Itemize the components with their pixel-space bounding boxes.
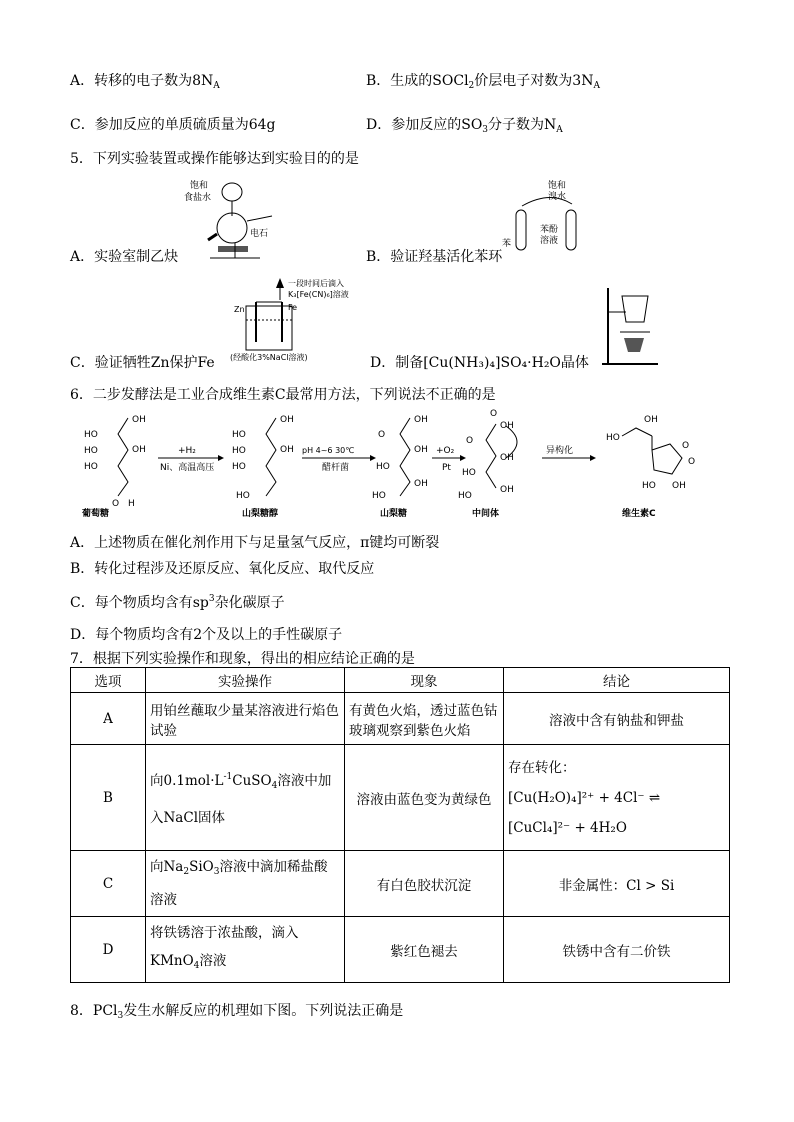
q6-option-d: D．每个物质均含有2个及以上的手性碳原子 xyxy=(70,627,343,643)
sorbose-structure xyxy=(372,415,428,501)
q7-table xyxy=(70,667,730,983)
fig-b-label-5: 溶液 xyxy=(540,236,559,246)
conclusion-eq-1: [Cu(H₂O)₄]²⁺ + 4Cl⁻ ⇌ xyxy=(508,789,661,806)
svg-text:HO: HO xyxy=(372,491,386,501)
arrow3-top: +O₂ xyxy=(436,446,455,456)
svg-text:OH: OH xyxy=(500,421,514,431)
cell-phenomenon: 溶液由蓝色变为黄绿色 xyxy=(345,745,504,851)
cell-phenomenon: 紫红色褪去 xyxy=(345,917,504,983)
svg-text:OH: OH xyxy=(132,445,146,455)
q5-option-d: D．制备[Cu(NH₃)₄]SO₄·H₂O晶体 xyxy=(370,355,589,371)
cell-operation: 向$0.1mol\cdot L^{-1}CuSO_4$溶液中加入NaCl固体 xyxy=(146,745,345,851)
svg-text:HO: HO xyxy=(376,462,390,472)
cell-option: D xyxy=(71,917,146,983)
q6-option-a: A．上述物质在催化剂作用下与足量氢气反应，π键均可断裂 xyxy=(70,535,440,551)
vitamin-c-structure xyxy=(606,415,695,491)
fig-c-label-5: (经酸化3%NaCl溶液) xyxy=(230,353,308,362)
svg-text:OH: OH xyxy=(132,415,146,425)
q4-option-a: A．转移的电子数为$8N_A$ xyxy=(70,73,220,91)
arrow3-bottom: Pt xyxy=(442,463,451,473)
arrow1-bottom: Ni、高温高压 xyxy=(160,463,215,473)
q5-figure-b xyxy=(500,178,600,258)
q5-option-c: C．验证牺牲Zn保护Fe xyxy=(70,355,215,371)
svg-text:OH: OH xyxy=(414,479,428,489)
name-sorbitol: 山梨糖醇 xyxy=(242,509,279,519)
header-option: 选项 xyxy=(71,668,146,693)
fig-c-label-3: Zn xyxy=(234,305,245,314)
name-intermediate: 中间体 xyxy=(472,509,500,519)
table-row xyxy=(71,693,730,745)
svg-text:O: O xyxy=(490,409,498,419)
cell-option: B xyxy=(71,745,146,851)
fig-b-label-4: 苯酚 xyxy=(540,225,559,235)
cell-phenomenon: 有黄色火焰，透过蓝色钴玻璃观察到紫色火焰 xyxy=(345,693,504,745)
svg-text:HO: HO xyxy=(236,491,250,501)
header-phenomenon: 现象 xyxy=(345,668,504,693)
svg-text:OH: OH xyxy=(500,485,514,495)
arrow4-top: 异构化 xyxy=(546,446,574,456)
cell-operation: 用铂丝蘸取少量某溶液进行焰色试验 xyxy=(146,693,345,745)
table-row xyxy=(71,745,730,851)
header-conclusion: 结论 xyxy=(504,668,730,693)
svg-text:HO: HO xyxy=(84,430,98,440)
arrow1-top: +H₂ xyxy=(178,446,196,456)
fig-c-label-1: 一段时间后滴入 xyxy=(288,279,344,288)
name-vitamin-c: 维生素C xyxy=(622,509,656,519)
svg-text:OH: OH xyxy=(644,415,658,425)
svg-text:OH: OH xyxy=(500,453,514,463)
fig-c-label-2: K₃[Fe(CN)₆]溶液 xyxy=(288,290,349,299)
svg-text:O: O xyxy=(466,436,474,446)
svg-text:O: O xyxy=(112,499,120,509)
conclusion-eq-2: [CuCl₄]²⁻ + 4H₂O xyxy=(508,819,627,836)
glucose-structure xyxy=(84,415,146,509)
cell-option: C xyxy=(71,851,146,917)
svg-text:O: O xyxy=(682,441,690,451)
table-row xyxy=(71,917,730,983)
intermediate-structure xyxy=(458,409,517,501)
cell-operation: 向$Na_2SiO_3$溶液中滴加稀盐酸溶液 xyxy=(146,851,345,917)
q6-option-c: C．每个物质均含有$sp^3$杂化碳原子 xyxy=(70,594,285,611)
svg-text:HO: HO xyxy=(642,481,656,491)
svg-text:HO: HO xyxy=(84,462,98,472)
q5-figure-c xyxy=(228,276,378,364)
q5-option-a: A．实验室制乙炔 xyxy=(70,249,179,265)
fig-b-label-3: 苯 xyxy=(502,239,512,249)
cell-phenomenon: 有白色胶状沉淀 xyxy=(345,851,504,917)
svg-text:OH: OH xyxy=(280,445,294,455)
svg-text:HO: HO xyxy=(232,462,246,472)
svg-text:OH: OH xyxy=(414,415,428,425)
cell-conclusion xyxy=(504,745,730,851)
svg-text:OH: OH xyxy=(414,445,428,455)
fig-c-label-4: Fe xyxy=(288,303,298,312)
arrow2-bottom: 醋杆菌 xyxy=(322,463,350,473)
cell-conclusion: 非金属性：Cl > Si xyxy=(504,851,730,917)
cell-option: A xyxy=(71,693,146,745)
cell-operation: 将铁锈溶于浓盐酸，滴入 KMnO$_4$溶液 xyxy=(146,917,345,983)
q5-figure-d xyxy=(600,282,660,368)
svg-text:OH: OH xyxy=(672,481,686,491)
svg-text:O: O xyxy=(688,457,696,467)
q5-stem: 5．下列实验装置或操作能够达到实验目的的是 xyxy=(70,151,359,167)
svg-text:O: O xyxy=(378,430,386,440)
fig-b-label-1: 饱和 xyxy=(548,181,567,191)
q6-reaction-scheme xyxy=(76,406,736,520)
svg-text:HO: HO xyxy=(232,446,246,456)
q7-stem: 7．根据下列实验操作和现象，得出的相应结论正确的是 xyxy=(70,651,415,667)
name-glucose: 葡萄糖 xyxy=(82,509,110,519)
fig-a-label-2: 食盐水 xyxy=(184,193,212,203)
svg-text:OH: OH xyxy=(280,415,294,425)
fig-b-label-2: 溴水 xyxy=(548,192,567,202)
svg-text:HO: HO xyxy=(84,446,98,456)
q5-figure-a xyxy=(180,176,290,266)
svg-text:HO: HO xyxy=(232,430,246,440)
name-sorbose: 山梨糖 xyxy=(380,509,408,519)
q5-option-b: B．验证羟基活化苯环 xyxy=(366,249,503,265)
fig-a-label-3: 电石 xyxy=(250,229,269,239)
cell-conclusion: 溶液中含有钠盐和钾盐 xyxy=(504,693,730,745)
q8-stem: 8．PCl$_3$发生水解反应的机理如下图。下列说法正确是 xyxy=(70,1003,404,1021)
header-operation: 实验操作 xyxy=(146,668,345,693)
svg-text:HO: HO xyxy=(606,433,620,443)
q6-option-b: B．转化过程涉及还原反应、氧化反应、取代反应 xyxy=(70,561,375,577)
svg-text:HO: HO xyxy=(458,491,472,501)
conclusion-title: 存在转化： xyxy=(508,759,576,776)
fig-a-label-1: 饱和 xyxy=(190,181,209,191)
sorbitol-structure xyxy=(232,415,294,501)
cell-conclusion: 铁锈中含有二价铁 xyxy=(504,917,730,983)
arrow2-top: pH 4~6 30℃ xyxy=(302,446,355,455)
table-row xyxy=(71,851,730,917)
q4-option-c: C．参加反应的单质硫质量为64g xyxy=(70,117,276,133)
q4-option-d: D．参加反应的$SO_3$分子数为$N_A$ xyxy=(366,117,563,135)
svg-text:H: H xyxy=(128,499,135,509)
svg-text:HO: HO xyxy=(462,468,476,478)
q6-stem: 6．二步发酵法是工业合成维生素C最常用方法，下列说法不正确的是 xyxy=(70,387,496,403)
q4-option-b: B．生成的SOCl$_2$价层电子对数为$3N_A$ xyxy=(366,73,600,91)
